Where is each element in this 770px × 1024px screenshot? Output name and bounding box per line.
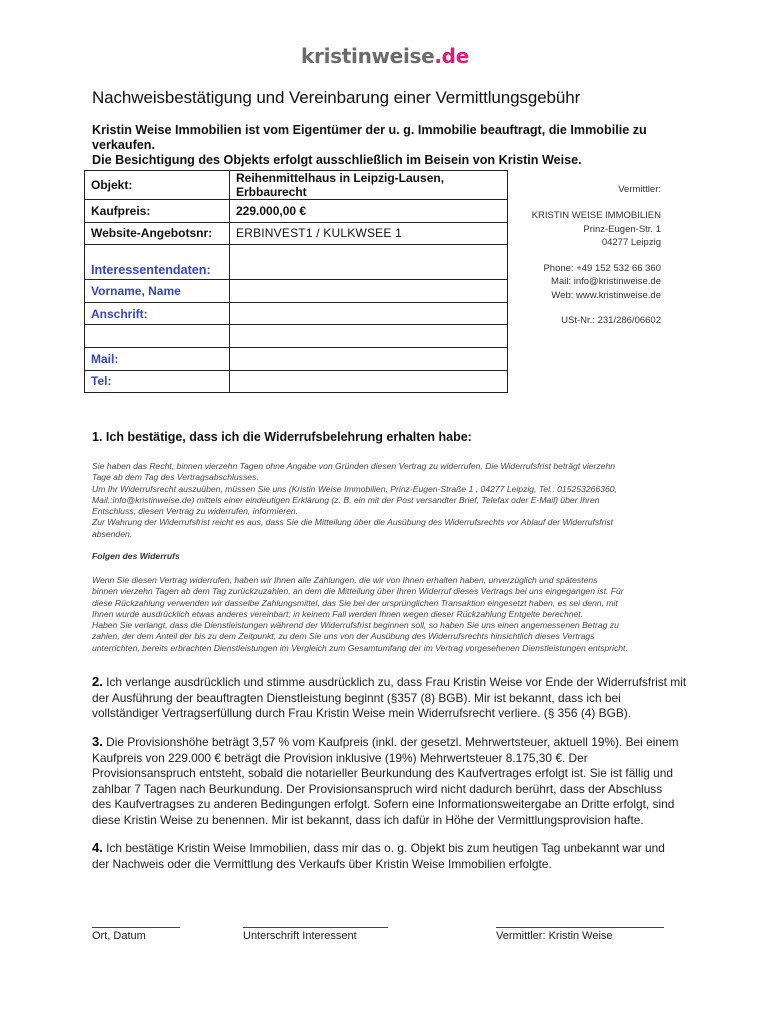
table-row <box>85 302 508 325</box>
paragraph-3 <box>92 734 692 828</box>
para3-num: 3. <box>92 734 103 749</box>
section1-heading: 1. Ich bestätige, dass ich die Widerrufsbelehrung erhalten habe: <box>92 430 472 444</box>
folgen-heading: Folgen des Widerrufs <box>92 551 180 561</box>
tel-field[interactable] <box>230 370 508 393</box>
address-label: Anschrift: <box>85 302 230 325</box>
intro-line: Die Besichtigung des Objekts erfolgt ausschließlich im Beisein von Kristin Weise. <box>92 153 582 167</box>
para2-line: Ich verlange ausdrücklich und stimme ausdrücklich zu, dass Frau Kristin Weise vor Ende der Widerrufsfrist mit <box>102 675 687 689</box>
text-line: Kaufpreis von 229.000 € beträgt die Provision inklusive (19%) Mehrwertsteuer 8.175,30 €. Der <box>92 750 588 765</box>
text-line: binnen vierzehn Tagen ab dem Tag zurückzuzahlen, an dem die Mitteilung über Ihren Widerruf dieses Vertrags bei uns eingegangen ist. Für <box>92 586 624 597</box>
text-line: Haben Sie verlangt, dass die Dienstleistungen während der Widerrufsfrist beginnen soll, so haben Sie uns einen angemessenen Betrag zu <box>92 620 619 631</box>
table-row <box>85 280 508 303</box>
table-row <box>85 222 508 245</box>
vermittler-city: 04277 Leipzig <box>601 237 661 248</box>
vermittler-mail: Mail: info@kristinweise.de <box>551 276 661 287</box>
offer-number-label: Website-Angebotsnr: <box>85 222 230 245</box>
text-line: diese Kristin Weise zu benennen. Mir ist bekannt, dass ich dafür in Höhe der Vermittlungsprovision hafte. <box>92 812 644 827</box>
text-line: vollständiger Vertragserfüllung durch Frau Kristin Weise mein Widerrufsrecht verliere. (§ 356 (4) BGB). <box>92 706 632 720</box>
mail-label: Mail: <box>85 347 230 370</box>
table-row <box>85 370 508 393</box>
interest-heading: Interessentendaten: <box>85 245 230 280</box>
signature-line-vermittler <box>496 927 664 929</box>
text-line: zahlen, der dem Anteil der bis zu dem Zeitpunkt, zu dem Sie uns von der Ausübung des Widerrufsrechts hinsichtlich dieses Vertrags <box>92 631 595 642</box>
para2-num: 2. <box>92 674 103 689</box>
address-field[interactable] <box>230 302 508 325</box>
vermittler-ust: USt-Nr.: 231/286/06602 <box>561 315 661 326</box>
address-field-2[interactable] <box>230 325 508 348</box>
text-line: Provisionsanspruch entsteht, sobald die notarieller Beurkundung des Kaufvertrages erfolgt ist. Sie ist fällig und <box>92 766 673 780</box>
table-row <box>85 325 508 348</box>
mail-field[interactable] <box>230 347 508 370</box>
tel-label: Tel: <box>85 370 230 393</box>
interest-heading-value[interactable] <box>230 245 508 280</box>
price-value: 229.000,00 € <box>230 200 508 223</box>
paragraph-4 <box>92 840 692 872</box>
vermittler-heading: Vermittler: <box>618 184 661 195</box>
table-row <box>85 347 508 370</box>
price-label: Kaufpreis: <box>85 200 230 223</box>
table-row <box>85 200 508 223</box>
table-row <box>85 171 508 200</box>
text-line: Wenn Sie diesen Vertrag widerrufen, haben wir Ihnen alle Zahlungen, die wir von Ihnen erhalten haben, unverzüglich und spätestens <box>92 575 598 585</box>
text-line: absenden. <box>92 528 133 539</box>
name-label: Vorname, Name <box>85 280 230 303</box>
text-line: Entschluss, diesen Vertrag zu widerrufen, informieren. <box>92 506 299 517</box>
text-line: Tage ab dem Tag des Vertragsabschlusses. <box>92 472 259 483</box>
object-value: Reihenmittelhaus in Leipzig-Lausen, Erbbaurecht <box>230 171 508 200</box>
paragraph-2 <box>92 674 692 722</box>
text-line: des Kaufvertragses zu anderen Bedingungen erfolgt. Sofern eine Informationsweitergabe an Dritte erfolgt, sind <box>92 797 675 811</box>
name-field[interactable] <box>230 280 508 303</box>
logo-name: kristinweise <box>301 44 435 68</box>
para4-num: 4. <box>92 840 103 855</box>
text-line: Um Ihr Widerrufsrecht auszuüben, müssen Sie uns (Kristin Weise Immobilien, Prinz-Eugen-Straße 1 , 04277 Leipzig, Tel.: 015253266360, <box>92 483 617 494</box>
offer-number-value: ERBINVEST1 / KULKWSEE 1 <box>230 222 508 245</box>
address-label-2 <box>85 325 230 348</box>
text-line: der Ausführung der beauftragten Dienstleistung beginnt (§357 (8) BGB). Mir ist bekannt, dass ich bei <box>92 690 621 705</box>
intro-line: Kristin Weise Immobilien ist vom Eigentümer der u. g. Immobilie beauftragt, die Immobilie zu verkaufen. <box>92 123 647 152</box>
text-line: Mail.:info@kristinweise.de) mittels einer eindeutigen Erklärung (z. B. ein mit der Post versandter Brief, Telefax oder E-Mail) über Ihren <box>92 494 600 505</box>
text-line <box>92 734 692 751</box>
para3-line: Die Provisionshöhe beträgt 3,57 % vom Kaufpreis (inkl. der gesetzl. Mehrwertsteuer, aktuell 19%). Bei einem <box>102 735 679 749</box>
page-title: Nachweisbestätigung und Vereinbarung einer Vermittlungsgebühr <box>92 88 581 107</box>
signature-line-interessent <box>243 927 388 929</box>
text-line: der Nachweis oder die Vermittlung des Verkaufs über Kristin Weise Immobilien erfolgte. <box>92 856 552 871</box>
text-line: Zur Wahrung der Widerrufsfrist reicht es aus, dass Sie die Mitteilung über die Ausübung des Widerrufsrechts vor Ablauf der Widerrufsfrist <box>92 517 614 528</box>
consequences-text <box>92 575 692 654</box>
signature-date-label: Ort, Datum <box>92 930 146 942</box>
logo-tld: .de <box>434 44 469 68</box>
object-table <box>84 170 508 393</box>
para4-line: Ich bestätige Kristin Weise Immobilien, dass mir das o. g. Objekt bis zum heutigen Tag unbekannt war und <box>102 841 665 855</box>
signature-line-date <box>92 927 180 929</box>
signature-interessent-label: Unterschrift Interessent <box>243 930 357 942</box>
text-line <box>92 674 692 691</box>
logo <box>0 44 770 68</box>
vermittler-company: KRISTIN WEISE IMMOBILIEN <box>531 210 661 221</box>
text-line: Ihnen wurde ausdrücklich etwas anderes vereinbart; in keinem Fall werden Ihnen wegen dieser Rückzahlung Entgelte berechnet. <box>92 608 584 619</box>
vermittler-web: Web: www.kristinweise.de <box>551 290 661 301</box>
withdrawal-text <box>92 461 692 540</box>
vermittler-phone: Phone: +49 152 532 66 360 <box>543 263 661 274</box>
table-row <box>85 245 508 280</box>
signature-vermittler-label: Vermittler: Kristin Weise <box>496 930 613 942</box>
text-line <box>92 840 692 857</box>
intro <box>92 123 692 168</box>
object-label: Objekt: <box>85 171 230 200</box>
vermittler-street: Prinz-Eugen-Str. 1 <box>583 224 661 235</box>
text-line: unterrichten, bereits erbrachten Dienstleistungen im Vergleich zum Gesamtumfang der im Vertrag vorgesehenen Dienstleistungen entspricht. <box>92 642 628 653</box>
text-line: Sie haben das Recht, binnen vierzehn Tagen ohne Angabe von Gründen diesen Vertrag zu widerrufen. Die Widerrufsfrist beträgt vierzehn <box>92 461 616 471</box>
text-line: diese Rückzahlung verwenden wir dasselbe Zahlungsmittel, das Sie bei der ursprünglichen Transaktion eingesetzt haben, es sei denn, mit <box>92 597 618 608</box>
text-line: zahlbar 7 Tagen nach Beurkundung. Der Provisionsanspruch wird nicht dadurch berührt, dass der Abschluss <box>92 781 663 796</box>
